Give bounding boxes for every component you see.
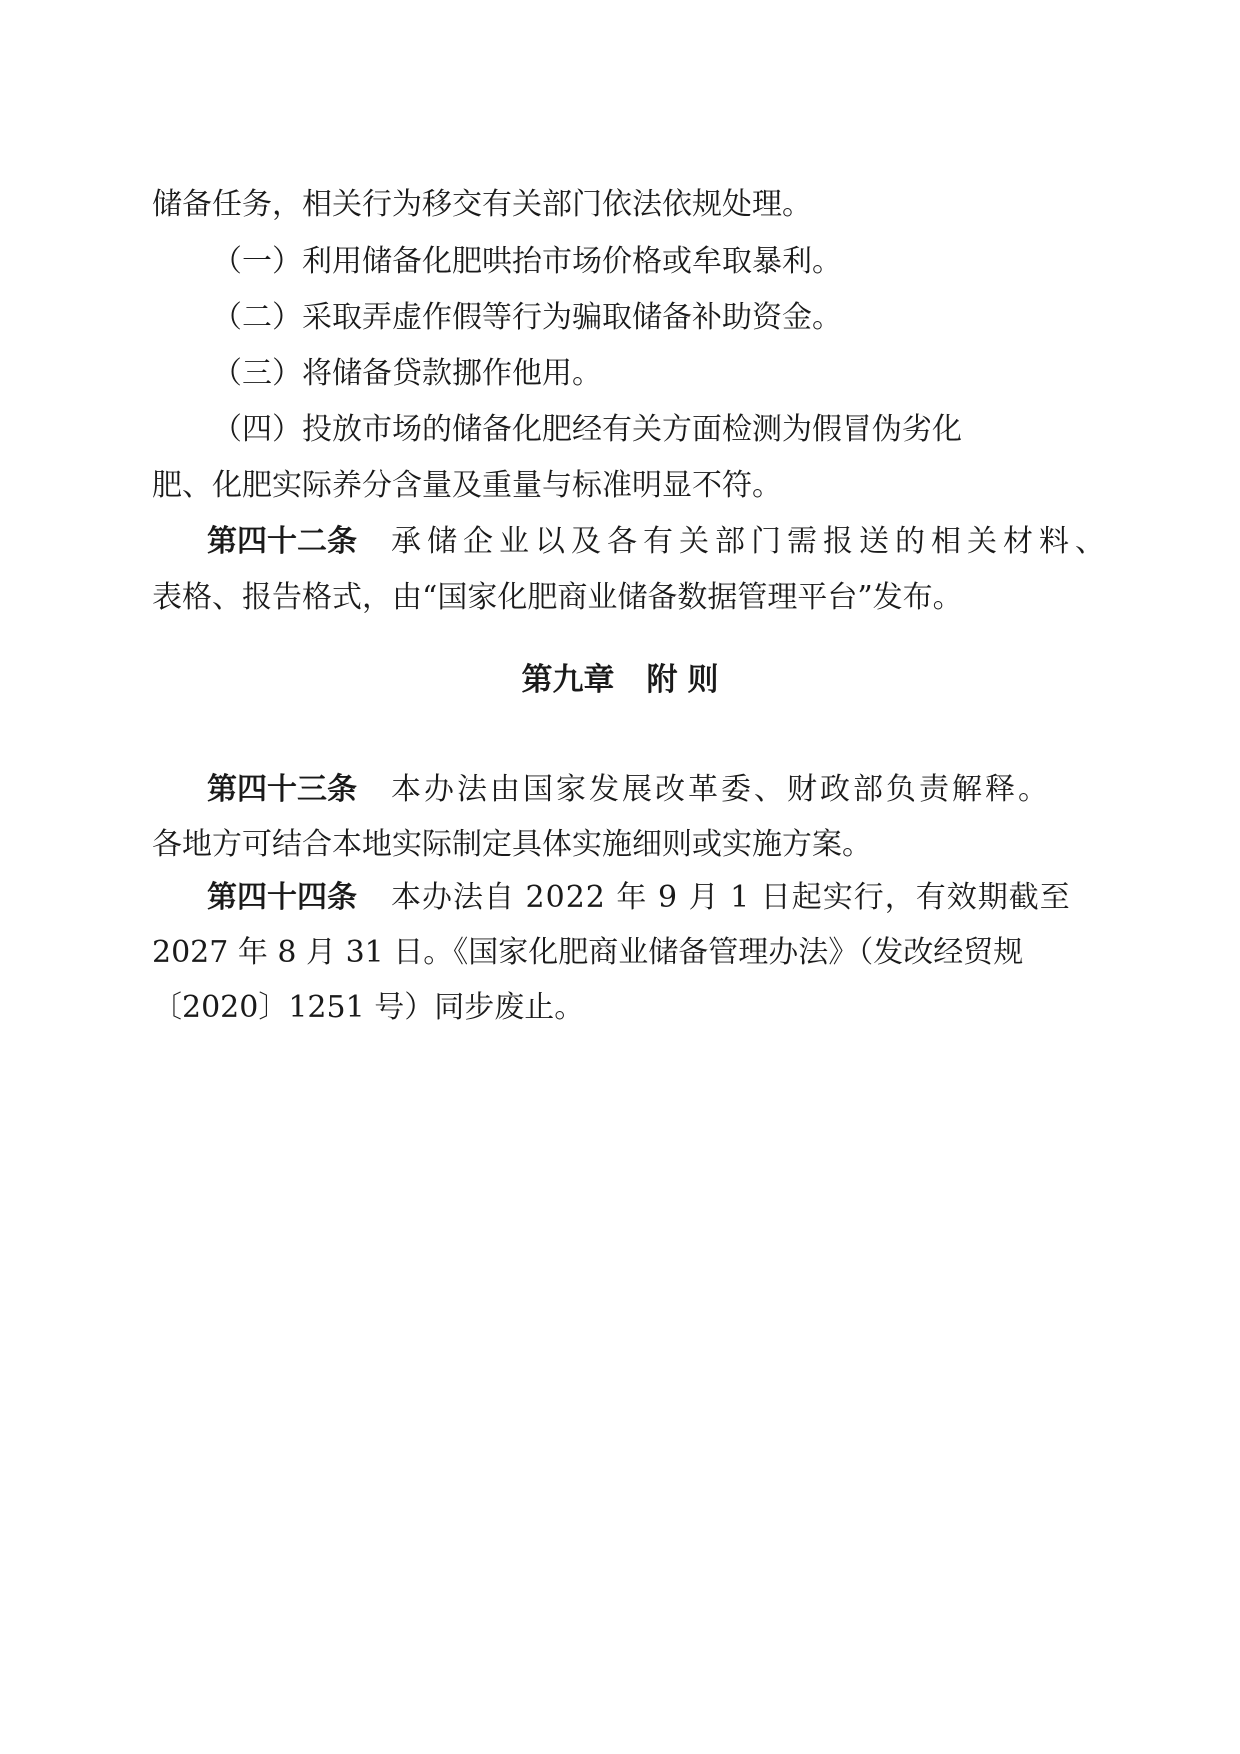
body-line: 肥、化肥实际养分含量及重量与标准明显不符。 bbox=[152, 468, 782, 503]
body-line: 表格、报告格式，由“国家化肥商业储备数据管理平台”发布。 bbox=[152, 580, 963, 615]
article-text: 本办法由国家发展改革委、财政部负责解释。 bbox=[391, 772, 1051, 807]
article-text: 本办法自 2022 年 9 月 1 日起实行，有效期截至 bbox=[391, 880, 1071, 915]
body-line: 〔2020〕1251 号）同步废止。 bbox=[152, 990, 585, 1025]
article-44 bbox=[207, 868, 1071, 928]
list-item: （二）采取弄虚作假等行为骗取储备补助资金。 bbox=[212, 300, 842, 335]
article-label: 第四十四条 bbox=[207, 880, 357, 915]
list-item: （一）利用储备化肥哄抬市场价格或牟取暴利。 bbox=[212, 244, 842, 279]
chapter-label: 第九章 bbox=[521, 662, 615, 698]
article-42 bbox=[207, 512, 1111, 572]
article-label: 第四十二条 bbox=[207, 524, 357, 559]
body-line: 各地方可结合本地实际制定具体实施细则或实施方案。 bbox=[152, 827, 872, 862]
body-line: 2027 年 8 月 31 日。《国家化肥商业储备管理办法》（发改经贸规 bbox=[152, 935, 1024, 970]
chapter-title-char: 则 bbox=[687, 662, 719, 698]
article-43 bbox=[207, 760, 1051, 820]
body-line: 储备任务，相关行为移交有关部门依法依规处理。 bbox=[152, 187, 812, 222]
chapter-title-char: 附 bbox=[646, 662, 678, 698]
article-text: 承储企业以及各有关部门需报送的相关材料、 bbox=[391, 524, 1111, 559]
chapter-heading bbox=[0, 650, 1240, 710]
list-item: （四）投放市场的储备化肥经有关方面检测为假冒伪劣化 bbox=[212, 412, 962, 447]
article-label: 第四十三条 bbox=[207, 772, 357, 807]
list-item: （三）将储备贷款挪作他用。 bbox=[212, 356, 602, 391]
